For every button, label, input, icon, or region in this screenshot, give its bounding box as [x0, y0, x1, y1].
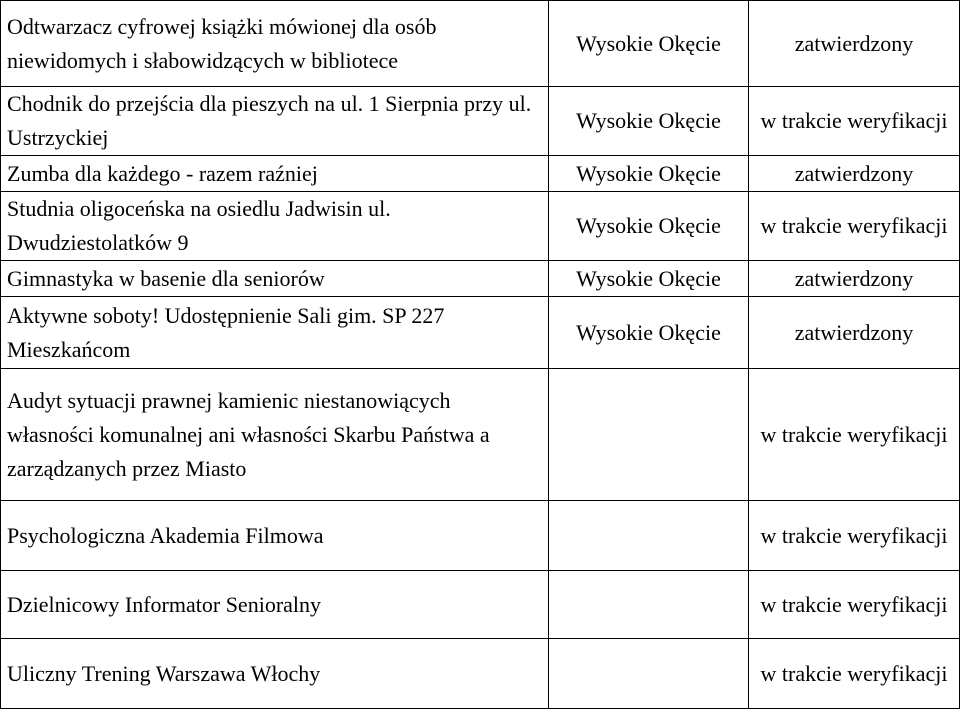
project-name-cell: Aktywne soboty! Udostępnienie Sali gim. SP 227 Mieszkańcom: [1, 297, 549, 369]
table-row: [1, 297, 960, 369]
project-name-cell: Chodnik do przejścia dla pieszych na ul. 1 Sierpnia przy ul. Ustrzyckiej: [1, 87, 549, 156]
table-row: [1, 571, 960, 639]
status-cell: w trakcie weryfikacji: [749, 639, 960, 709]
project-name-cell: Audyt sytuacji prawnej kamienic niestanowiących własności komunalnej ani własności Skarbu Państwa a zarządzanych przez Miasto: [1, 369, 549, 501]
status-cell: zatwierdzony: [749, 261, 960, 297]
table-row: [1, 369, 960, 501]
district-cell: Wysokie Okęcie: [549, 1, 749, 87]
status-cell: zatwierdzony: [749, 1, 960, 87]
project-name-cell: Studnia oligoceńska na osiedlu Jadwisin ul. Dwudziestolatków 9: [1, 192, 549, 261]
table-row: [1, 156, 960, 192]
district-cell: [549, 369, 749, 501]
table-row: [1, 1, 960, 87]
status-cell: zatwierdzony: [749, 156, 960, 192]
status-cell: w trakcie weryfikacji: [749, 87, 960, 156]
project-name-cell: Dzielnicowy Informator Senioralny: [1, 571, 549, 639]
project-name-cell: Odtwarzacz cyfrowej książki mówionej dla osób niewidomych i słabowidzących w bibliotece: [1, 1, 549, 87]
status-cell: w trakcie weryfikacji: [749, 192, 960, 261]
district-cell: Wysokie Okęcie: [549, 261, 749, 297]
project-name-cell: Gimnastyka w basenie dla seniorów: [1, 261, 549, 297]
status-cell: w trakcie weryfikacji: [749, 571, 960, 639]
table-row: [1, 261, 960, 297]
district-cell: Wysokie Okęcie: [549, 192, 749, 261]
district-cell: Wysokie Okęcie: [549, 297, 749, 369]
table-row: [1, 501, 960, 571]
district-cell: [549, 501, 749, 571]
project-name-cell: Uliczny Trening Warszawa Włochy: [1, 639, 549, 709]
status-cell: zatwierdzony: [749, 297, 960, 369]
table-row: [1, 639, 960, 709]
district-cell: [549, 639, 749, 709]
status-cell: w trakcie weryfikacji: [749, 369, 960, 501]
project-name-cell: Psychologiczna Akademia Filmowa: [1, 501, 549, 571]
table-row: [1, 192, 960, 261]
table-row: [1, 87, 960, 156]
district-cell: Wysokie Okęcie: [549, 156, 749, 192]
status-cell: w trakcie weryfikacji: [749, 501, 960, 571]
district-cell: Wysokie Okęcie: [549, 87, 749, 156]
district-cell: [549, 571, 749, 639]
project-name-cell: Zumba dla każdego - razem raźniej: [1, 156, 549, 192]
